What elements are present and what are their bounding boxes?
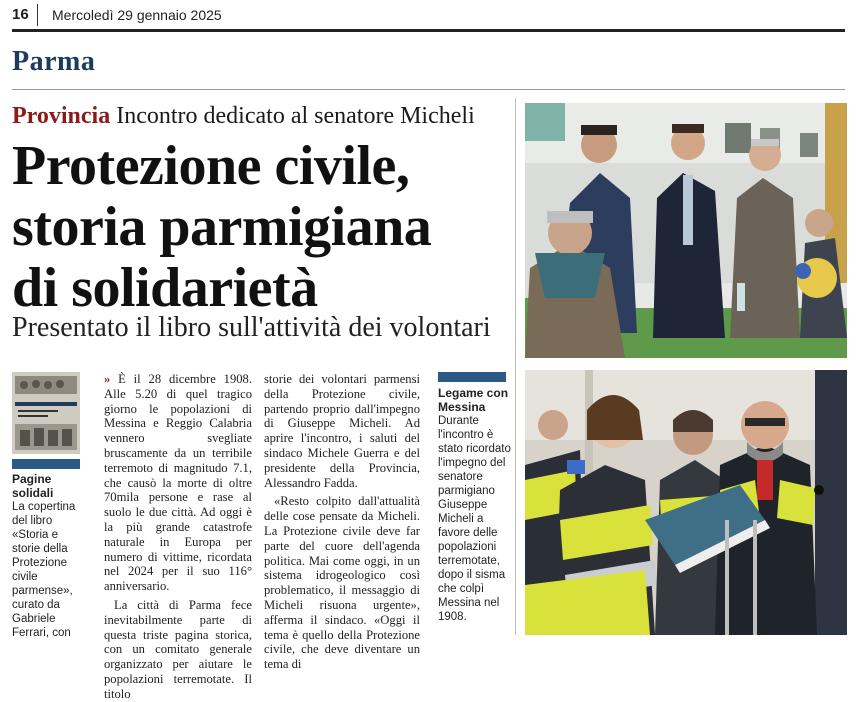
issue-date: Mercoledì 29 gennaio 2025	[52, 7, 222, 23]
headline	[12, 136, 512, 319]
page-number: 16	[12, 6, 29, 23]
caption-left	[12, 472, 84, 639]
caption-bar-left	[12, 459, 80, 469]
article-column-1	[104, 372, 252, 701]
section-rule	[12, 89, 845, 90]
headline-line-3: di solidarietà	[12, 257, 318, 319]
book-cover-image	[12, 372, 80, 454]
article-paragraph: La città di Parma fece inevitabilmente parte di questa triste pagina storica, con un comitato generale organizzato per aiutare le popolazioni terremotate. Il titolo	[104, 597, 252, 701]
headline-line-1: Protezione civile,	[12, 135, 410, 197]
caption-right-body: Durante l'incontro è stato ricordato l'impegno del senatore parmigiano Giuseppe Micheli a favore delle popolazioni terremotate, dopo il sisma che colpì Messina nel 1908.	[438, 415, 511, 623]
header-divider	[37, 4, 38, 26]
conference-photo	[525, 103, 847, 358]
kicker	[12, 103, 475, 130]
caption-bar-right	[438, 372, 506, 382]
article-mark: »	[104, 372, 111, 386]
header-rule	[12, 29, 845, 32]
article-paragraph: storie dei volontari parmensi della Protezione civile, partendo proprio dall'impegno di Giuseppe Micheli. Ad aprire l'incontro, i saluti del sindaco Michele Guerra e del presidente della Provincia, Alessandro Fadda.	[264, 372, 420, 490]
caption-left-body: La copertina del libro «Storia e storie della Protezione civile parmense», curato da Gabriele Ferrari, con	[12, 501, 76, 639]
volunteers-photo	[525, 370, 847, 635]
article-paragraph: «Resto colpito dall'attualità delle cose pensate da Micheli. La Protezione civile deve far parte del cuore dell'agenda politica. Mai come oggi, in un sistema idrogeologico così problematico, il messaggio di Micheli risuona urgente», afferma il sindaco. «Oggi il tema è quello della Protezione civile, che deve diventare un tema di	[264, 494, 420, 672]
kicker-label: Provincia	[12, 103, 111, 129]
caption-right	[438, 386, 512, 635]
headline-line-2: storia parmigiana	[12, 196, 432, 258]
column-rule	[515, 98, 516, 635]
article-paragraph: È il 28 dicembre 1908. Alle 5.20 di quel tragico giorno le popolazioni di Messina e Reggio Calabria vennero svegliate bruscamente da un terribile terremoto di magnitudo 7.1, che causò la morte di oltre 70mila persone e rase al suolo le due città. Ad oggi è la più grande catastrofe naturale in Europa per numero di vittime, ricordata nel 2024 per il suo 116° anniversario.	[104, 372, 252, 594]
section-title: Parma	[12, 46, 96, 77]
article-column-2	[264, 372, 420, 672]
caption-left-title: Pagine solidali	[12, 472, 54, 500]
kicker-text: Incontro dedicato al senatore Micheli	[116, 103, 475, 129]
caption-right-title: Legame con Messina	[438, 386, 509, 414]
deck: Presentato il libro sull'attività dei volontari	[12, 312, 491, 343]
